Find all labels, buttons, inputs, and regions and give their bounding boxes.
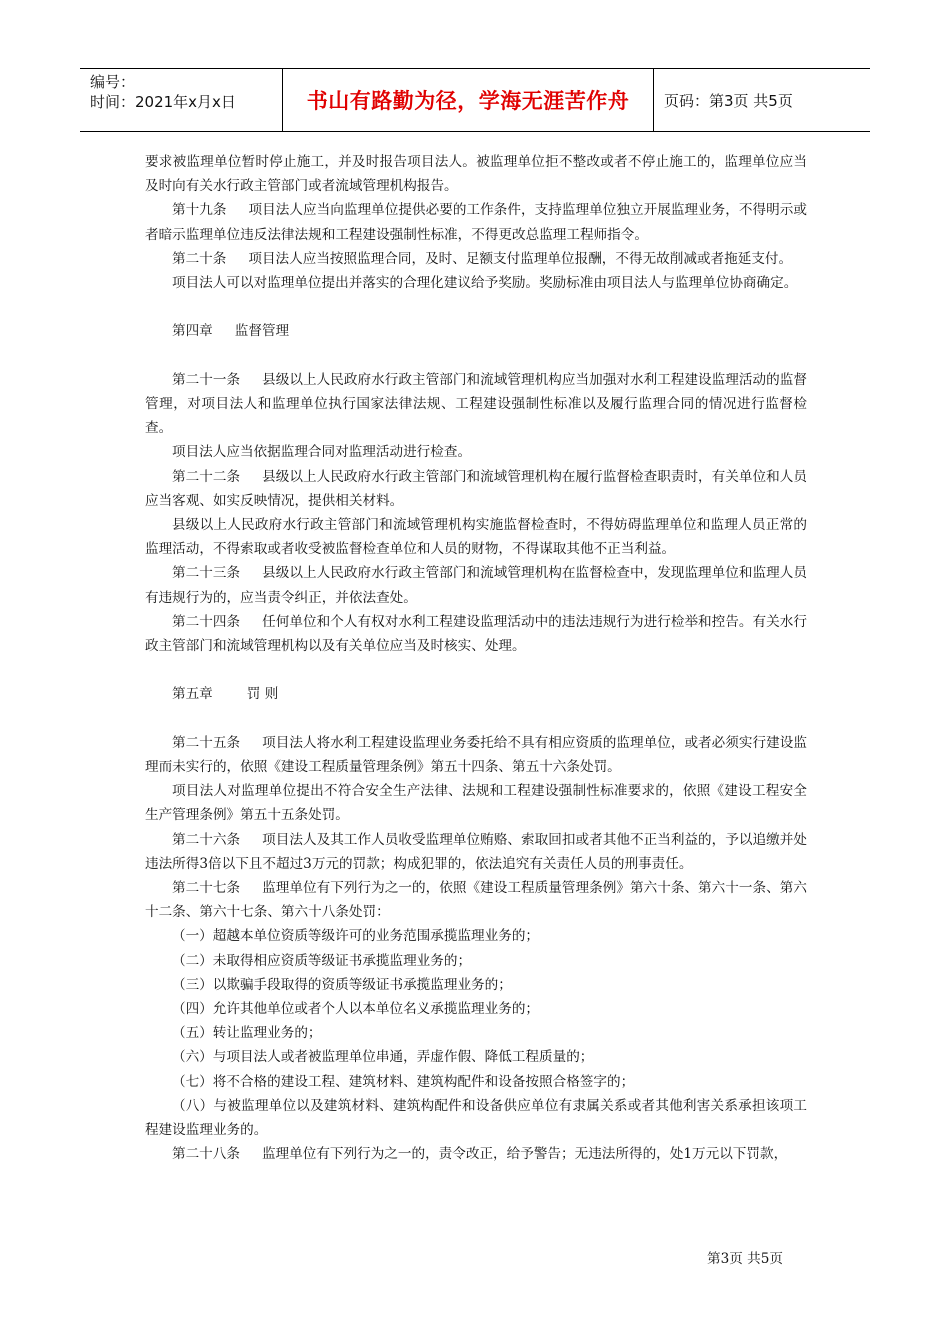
article-text: 项目法人将水利工程建设监理业务委托给不具有相应资质的监理单位，或者必须实行建设监理而未实行的，依照《建设工程质量管理条例》第五十四条、第五十六条处罚。 [145, 734, 808, 776]
article-text: 县级以上人民政府水行政主管部门和流域管理机构应当加强对水利工程建设监理活动的监督管理，对项目法人和监理单位执行国家法律法规、工程建设强制性标准以及履行监理合同的情况进行监督检查。 [145, 371, 808, 437]
article-text: 监理单位有下列行为之一的，责令改正，给予警告；无违法所得的，处1万元以下罚款， [261, 1146, 788, 1163]
paragraph: 项目法人对监理单位提出不符合安全生产法律、法规和工程建设强制性标准要求的，依照《建设工程安全生产管理条例》第五十五条处罚。 [145, 783, 807, 824]
list-item: （二）未取得相应资质等级证书承揽监理业务的； [172, 952, 472, 969]
list-item: （五）转让监理业务的； [172, 1025, 322, 1042]
article-27 [145, 876, 807, 924]
article-label: 第二十八条 [172, 1146, 240, 1163]
document-time-label: 时间：2021年x月x日 [90, 93, 236, 111]
article-text: 项目法人应当按照监理合同，及时、足额支付监理单位报酬，不得无故削减或者拖延支付。 [248, 250, 793, 267]
article-text: 县级以上人民政府水行政主管部门和流域管理机构在监督检查中，发现监理单位和监理人员有违规行为的，应当责令纠正，并依法查处。 [145, 565, 808, 606]
article-28 [145, 1142, 807, 1166]
list-item: （四）允许其他单位或者个人以本单位名义承揽监理业务的； [172, 1001, 540, 1018]
article-23 [145, 561, 807, 609]
article-label: 第二十四条 [172, 613, 241, 630]
article-text: 项目法人应当向监理单位提供必要的工作条件，支持监理单位独立开展监理业务，不得明示或者暗示监理单位违反法律法规和工程建设强制性标准，不得更改总监理工程师指令。 [145, 202, 808, 243]
chapter-label: 第五章 [172, 686, 213, 703]
header-motto: 书山有路勤为径，学海无涯苦作舟 [283, 69, 654, 131]
page-footer: 第3页 共5页 [707, 1251, 783, 1267]
article-label: 第十九条 [172, 202, 227, 219]
page-header [80, 68, 870, 132]
article-label: 第二十六条 [172, 831, 241, 848]
article-text: 项目法人及其工作人员收受监理单位贿赂、索取回扣或者其他不正当利益的，予以追缴并处违法所得3倍以下且不超过3万元的罚款；构成犯罪的，依法追究有关责任人员的刑事责任。 [145, 831, 808, 872]
article-text: 任何单位和个人有权对水利工程建设监理活动中的违法违规行为进行检举和控告。有关水行政主管部门和流域管理机构以及有关单位应当及时核实、处理。 [145, 613, 808, 655]
document-number-label: 编号： [90, 73, 136, 91]
list-item: （一）超越本单位资质等级许可的业务范围承揽监理业务的； [172, 928, 540, 945]
chapter-title: 监督管理 [234, 323, 290, 340]
article-20 [145, 247, 807, 271]
paragraph: 项目法人应当依据监理合同对监理活动进行检查。 [172, 444, 472, 461]
list-item: （八）与被监理单位以及建筑材料、建筑构配件和设备供应单位有隶属关系或者其他利害关系承担该项工程建设监理业务的。 [145, 1097, 807, 1139]
article-label: 第二十三条 [172, 565, 241, 582]
article-label: 第二十二条 [172, 468, 241, 485]
article-label: 第二十五条 [172, 734, 241, 751]
article-19 [145, 198, 807, 246]
document-body [145, 150, 807, 1166]
chapter-label: 第四章 [172, 323, 213, 340]
article-22 [145, 465, 807, 513]
header-meta [80, 69, 283, 131]
article-label: 第二十一条 [172, 371, 241, 388]
paragraph: 县级以上人民政府水行政主管部门和流域管理机构实施监督检查时，不得妨碍监理单位和监理人员正常的监理活动，不得索取或者收受被监督检查单位和人员的财物，不得谋取其他不正当利益。 [145, 517, 807, 558]
chapter-4-heading [145, 319, 807, 343]
list-item: （三）以欺骗手段取得的资质等级证书承揽监理业务的； [172, 976, 512, 993]
chapter-5-heading [145, 682, 807, 706]
article-24 [145, 610, 807, 658]
list-item: （七）将不合格的建设工程、建筑材料、建筑构配件和设备按照合格签字的； [172, 1073, 635, 1090]
article-21 [145, 368, 807, 441]
chapter-title: 罚 则 [246, 686, 279, 703]
article-text: 县级以上人民政府水行政主管部门和流域管理机构在履行监督检查职责时，有关单位和人员应当客观、如实反映情况，提供相关材料。 [145, 468, 808, 509]
article-26 [145, 828, 807, 876]
list-item: （六）与项目法人或者被监理单位串通，弄虚作假、降低工程质量的； [172, 1049, 594, 1066]
paragraph: 要求被监理单位暂时停止施工，并及时报告项目法人。被监理单位拒不整改或者不停止施工的，监理单位应当及时向有关水行政主管部门或者流域管理机构报告。 [145, 154, 807, 195]
paragraph: 项目法人可以对监理单位提出并落实的合理化建议给予奖励。奖励标准由项目法人与监理单位协商确定。 [172, 275, 798, 292]
article-label: 第二十条 [172, 250, 227, 267]
header-page-label: 页码：第3页 共5页 [664, 91, 793, 110]
article-label: 第二十七条 [172, 880, 241, 897]
article-text: 监理单位有下列行为之一的，依照《建设工程质量管理条例》第六十条、第六十一条、第六十二条、第六十七条、第六十八条处罚： [145, 880, 808, 921]
article-25 [145, 731, 807, 779]
